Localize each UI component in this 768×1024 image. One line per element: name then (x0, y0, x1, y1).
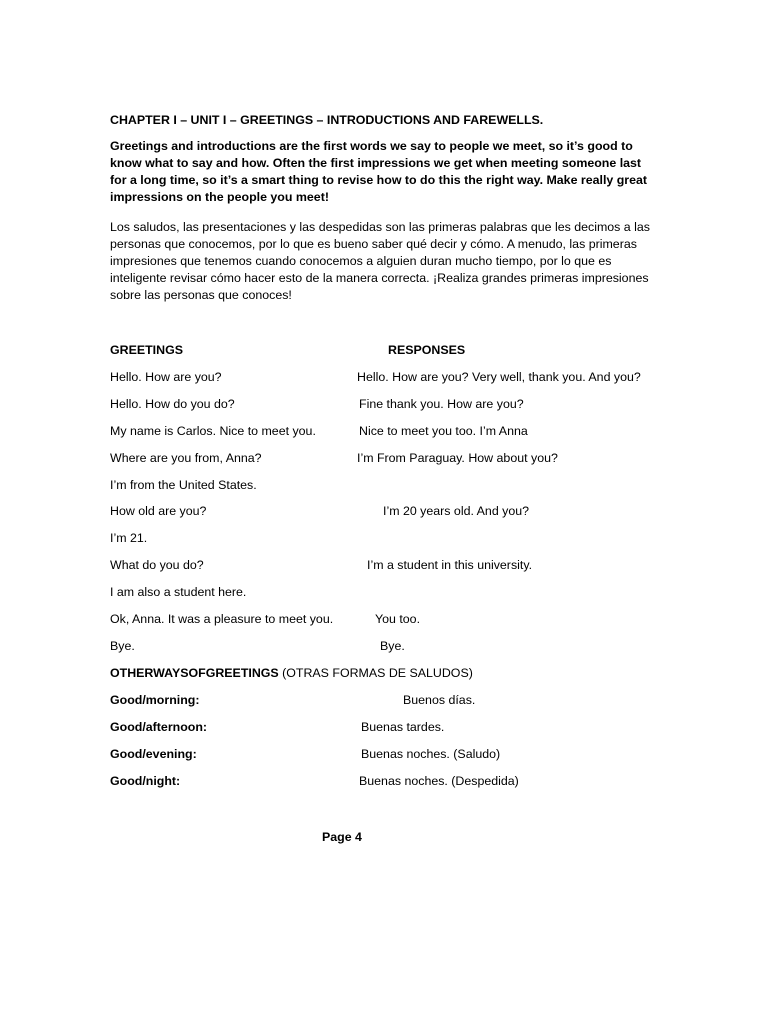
greeting-line: I am also a student here. (110, 585, 247, 599)
greeting-line: Ok, Anna. It was a pleasure to meet you. (110, 612, 334, 626)
greeting-line: Where are you from, Anna? (110, 451, 262, 465)
response-line: I’m 20 years old. And you? (383, 504, 530, 518)
responses-header: RESPONSES (388, 343, 466, 357)
greeting-term: Good/evening: (110, 747, 197, 761)
page-number: Page 4 (322, 830, 362, 844)
other-ways-title: OTHERWAYSOFGREETINGS (110, 666, 279, 680)
greeting-line: Hello. How are you? (110, 370, 222, 384)
greeting-translation: Buenas noches. (Saludo) (361, 747, 501, 761)
other-ways-subtitle: (OTRAS FORMAS DE SALUDOS) (282, 666, 473, 680)
greeting-line: I’m 21. (110, 531, 148, 545)
greeting-line: Bye. (110, 639, 135, 653)
response-line: Fine thank you. How are you? (359, 397, 524, 411)
response-line: Bye. (380, 639, 405, 653)
greeting-line: I’m from the United States. (110, 478, 257, 492)
response-line: I’m From Paraguay. How about you? (357, 451, 558, 465)
greeting-translation: Buenos días. (403, 693, 476, 707)
greeting-term: Good/afternoon: (110, 720, 208, 734)
chapter-title: CHAPTER I – UNIT I – GREETINGS – INTRODUCTIONS AND FAREWELLS. (110, 113, 544, 127)
response-line: I’m a student in this university. (367, 558, 533, 572)
greeting-term: Good/morning: (110, 693, 200, 707)
greeting-line: How old are you? (110, 504, 207, 518)
greeting-term: Good/night: (110, 774, 181, 788)
intro-english: Greetings and introductions are the first words we say to people we meet, so it’s good to know what to say and how. Often the first impressions we get when meeting someone last for a long time, so it’s a smart thing to revise how to do this the right way. Make really great impressions on the people you meet! (110, 139, 648, 204)
other-ways-heading (110, 665, 473, 682)
response-line: You too. (375, 612, 421, 626)
greeting-line: My name is Carlos. Nice to meet you. (110, 424, 316, 438)
response-line: Nice to meet you too. I’m Anna (359, 424, 528, 438)
greeting-line: What do you do? (110, 558, 204, 572)
greeting-translation: Buenas noches. (Despedida) (359, 774, 519, 788)
greetings-header: GREETINGS (110, 343, 183, 357)
greeting-translation: Buenas tardes. (361, 720, 445, 734)
response-line: Hello. How are you? Very well, thank you. And you? (357, 370, 641, 384)
greeting-line: Hello. How do you do? (110, 397, 235, 411)
intro-spanish: Los saludos, las presentaciones y las despedidas son las primeras palabras que les decimos a las personas que conocemos, por lo que es bueno saber qué decir y cómo. A menudo, las primeras impresiones que tenemos cuando conocemos a alguien duran mucho tiempo, por lo que es inteligente revisar cómo hacer esto de la manera correcta. ¡Realiza grandes primeras impresiones sobre las personas que conoces! (110, 220, 650, 302)
